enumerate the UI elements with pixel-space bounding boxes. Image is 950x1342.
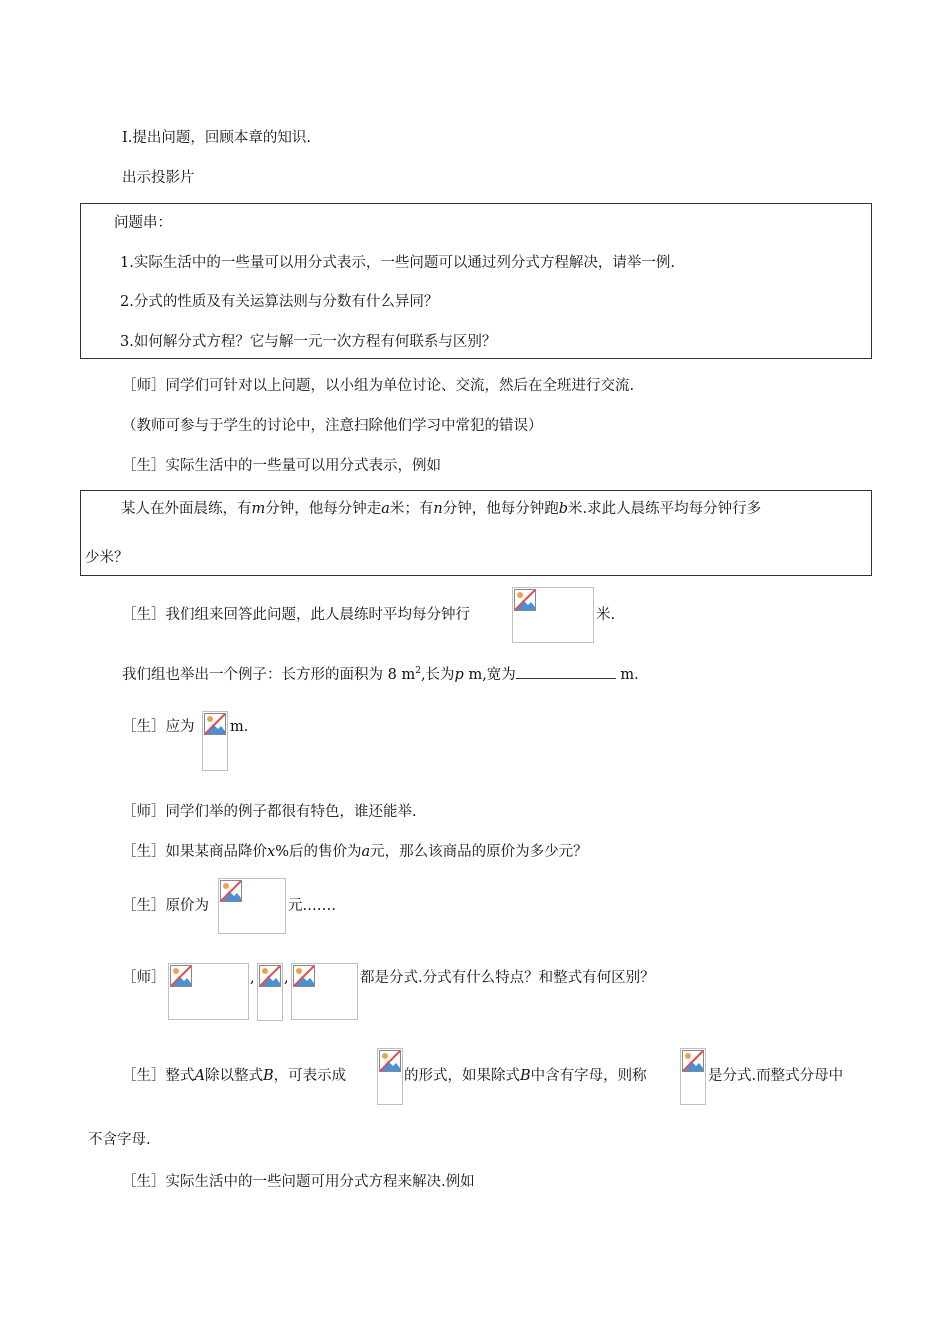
comma-1: , (250, 970, 255, 986)
teacher-prefix: ［师］ (122, 970, 166, 986)
student-price-question: ［生］如果某商品降价x%后的售价为a元，那么该商品的原价为多少元？ (122, 844, 588, 860)
broken-image-icon (379, 1050, 401, 1072)
question-box (80, 203, 872, 359)
broken-image-icon (682, 1050, 704, 1072)
question-heading: 问题串： (114, 215, 172, 231)
formula-image-8 (680, 1048, 706, 1105)
student-answer-3: ［生］原价为 (122, 898, 209, 914)
formula-image-5 (257, 963, 283, 1021)
unit-meter-1: 米. (596, 607, 616, 623)
question-2: 2.分式的性质及有关运算法则与分数有什么异同？ (120, 294, 439, 310)
formula-image-3 (218, 878, 286, 934)
teacher-paragraph-1: ［师］同学们可针对以上问题，以小组为单位讨论、交流，然后在全班进行交流. (122, 378, 635, 394)
question-1: 1.实际生活中的一些量可以用分式表示，一些问题可以通过列分式方程解决，请举一例. (120, 255, 675, 271)
student-answer-2: ［生］应为 (122, 719, 195, 735)
formula-image-7 (377, 1048, 403, 1105)
student-definition-part2: 的形式，如果除式B中含有字母，则称 (404, 1068, 647, 1084)
problem-box (80, 490, 872, 576)
student-definition-part3: 是分式.而整式分母中 (708, 1068, 844, 1084)
student-definition-end: 不含字母. (88, 1132, 151, 1148)
problem-line-2: 少米？ (85, 550, 129, 566)
formula-image-6 (291, 963, 358, 1020)
student-example-rectangle: 我们组也举出一个例子：长方形的面积为 8 $m^2$,长为p m,宽为 m. (122, 661, 639, 685)
unit-meter-2: m. (230, 719, 249, 735)
broken-image-icon (170, 965, 192, 987)
broken-image-icon (514, 589, 536, 611)
broken-image-icon (220, 880, 242, 902)
broken-image-icon (293, 965, 315, 987)
question-3: 3.如何解分式方程？它与解一元一次方程有何联系与区别？ (120, 334, 497, 350)
answer-3-suffix: 元.…… (288, 898, 337, 914)
formula-image-1 (512, 587, 594, 643)
student-paragraph-1: ［生］实际生活中的一些量可以用分式表示，例如 (122, 458, 441, 474)
comma-2: , (284, 970, 289, 986)
student-definition-part1: ［生］整式A除以整式B，可表示成 (122, 1068, 347, 1084)
formula-image-2 (202, 711, 228, 771)
problem-line-1: 某人在外面晨练，有m分钟，他每分钟走a米；有n分钟，他每分钟跑b米.求此人晨练平均每分钟行多 (121, 501, 762, 517)
student-answer-1: ［生］我们组来回答此问题，此人晨练时平均每分钟行 (122, 607, 470, 623)
broken-image-icon (259, 965, 281, 987)
formula-image-4 (168, 963, 249, 1020)
answer-blank (516, 664, 616, 679)
teacher-paragraph-2: ［师］同学们举的例子都很有特色，谁还能举. (122, 804, 417, 820)
show-slide-text: 出示投影片 (122, 170, 195, 186)
broken-image-icon (204, 713, 226, 735)
student-paragraph-last: ［生］实际生活中的一些问题可用分式方程来解决.例如 (122, 1174, 475, 1190)
teacher-question-fraction: 都是分式.分式有什么特点？和整式有何区别？ (360, 970, 655, 986)
teacher-note: （教师可参与于学生的讨论中，注意扫除他们学习中常犯的错误） (122, 418, 543, 434)
section-title: Ⅰ.提出问题，回顾本章的知识. (122, 130, 311, 146)
